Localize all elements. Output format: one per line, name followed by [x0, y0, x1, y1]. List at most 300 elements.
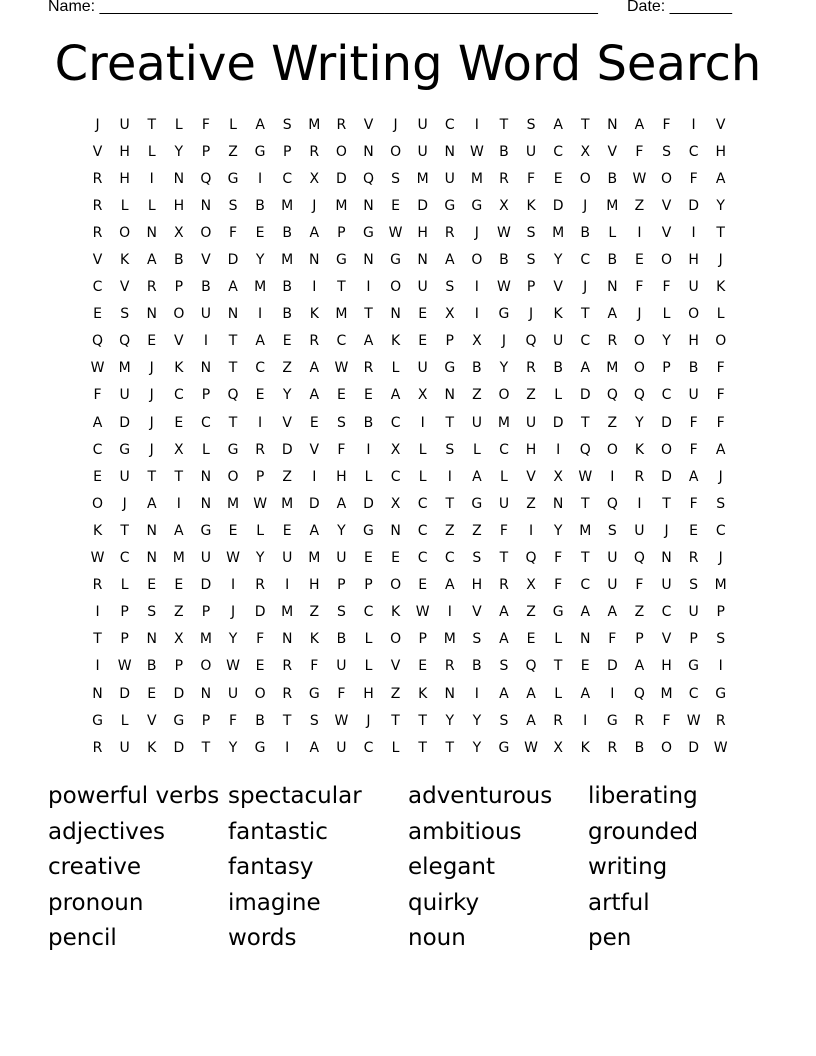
- grid-letter[interactable]: R: [499, 170, 509, 187]
- grid-letter[interactable]: T: [445, 495, 455, 512]
- grid-letter[interactable]: A: [580, 360, 591, 377]
- grid-letter[interactable]: D: [227, 252, 239, 269]
- grid-letter[interactable]: Y: [472, 712, 482, 729]
- grid-letter[interactable]: Y: [337, 522, 346, 539]
- grid-letter[interactable]: I: [258, 414, 263, 431]
- grid-letter[interactable]: R: [715, 712, 726, 729]
- grid-letter[interactable]: I: [610, 685, 615, 702]
- grid-letter[interactable]: U: [119, 116, 130, 133]
- grid-letter[interactable]: U: [688, 604, 699, 621]
- grid-letter[interactable]: I: [691, 224, 696, 241]
- grid-letter[interactable]: D: [173, 739, 185, 756]
- grid-letter[interactable]: U: [498, 495, 510, 512]
- grid-letter[interactable]: P: [174, 279, 184, 296]
- grid-letter[interactable]: U: [444, 170, 455, 187]
- grid-letter[interactable]: Q: [606, 495, 618, 512]
- grid-letter[interactable]: Z: [634, 604, 645, 621]
- grid-letter[interactable]: I: [474, 279, 479, 296]
- grid-letter[interactable]: Y: [228, 631, 238, 648]
- grid-letter[interactable]: P: [635, 631, 644, 648]
- grid-letter[interactable]: O: [633, 360, 645, 377]
- grid-letter[interactable]: P: [255, 468, 265, 485]
- grid-letter[interactable]: P: [418, 631, 427, 648]
- grid-letter[interactable]: B: [472, 360, 482, 377]
- grid-letter[interactable]: F: [201, 116, 210, 133]
- grid-letter[interactable]: I: [176, 495, 181, 512]
- grid-letter[interactable]: H: [525, 441, 537, 458]
- grid-letter[interactable]: N: [363, 252, 374, 269]
- grid-letter[interactable]: K: [92, 522, 103, 539]
- grid-letter[interactable]: T: [364, 306, 373, 323]
- grid-letter[interactable]: F: [689, 495, 698, 512]
- grid-letter[interactable]: G: [552, 604, 564, 621]
- grid-letter[interactable]: Q: [227, 387, 239, 404]
- grid-letter[interactable]: E: [391, 197, 400, 214]
- grid-letter[interactable]: I: [474, 306, 479, 323]
- grid-letter[interactable]: A: [146, 495, 157, 512]
- grid-letter[interactable]: R: [363, 360, 374, 377]
- grid-letter[interactable]: F: [228, 712, 238, 729]
- grid-letter[interactable]: S: [445, 441, 455, 458]
- grid-letter[interactable]: Z: [309, 604, 320, 621]
- grid-letter[interactable]: N: [552, 495, 564, 512]
- grid-letter[interactable]: J: [393, 116, 398, 133]
- grid-letter[interactable]: A: [255, 333, 265, 350]
- grid-letter[interactable]: U: [336, 739, 347, 756]
- grid-letter[interactable]: M: [606, 360, 619, 377]
- grid-letter[interactable]: U: [525, 414, 537, 431]
- grid-letter[interactable]: K: [580, 739, 590, 756]
- grid-letter[interactable]: R: [92, 224, 103, 241]
- grid-letter[interactable]: T: [228, 333, 238, 350]
- grid-letter[interactable]: O: [390, 279, 402, 296]
- grid-letter[interactable]: D: [579, 387, 591, 404]
- grid-letter[interactable]: L: [364, 468, 373, 485]
- grid-letter[interactable]: I: [366, 279, 371, 296]
- grid-letter[interactable]: I: [447, 604, 452, 621]
- grid-letter[interactable]: N: [146, 550, 157, 567]
- grid-letter[interactable]: T: [445, 739, 455, 756]
- grid-letter[interactable]: X: [526, 577, 536, 594]
- grid-letter[interactable]: A: [715, 441, 726, 458]
- grid-letter[interactable]: E: [391, 550, 400, 567]
- grid-letter[interactable]: Z: [282, 360, 292, 377]
- grid-letter[interactable]: R: [607, 333, 618, 350]
- grid-letter[interactable]: H: [471, 577, 483, 594]
- grid-letter[interactable]: Y: [553, 522, 563, 539]
- grid-letter[interactable]: R: [92, 577, 103, 594]
- grid-letter[interactable]: E: [282, 333, 292, 350]
- grid-letter[interactable]: T: [174, 468, 184, 485]
- grid-letter[interactable]: L: [418, 441, 427, 458]
- grid-letter[interactable]: T: [499, 116, 509, 133]
- grid-letter[interactable]: A: [634, 116, 645, 133]
- grid-letter[interactable]: M: [660, 685, 673, 702]
- grid-letter[interactable]: V: [92, 143, 103, 160]
- grid-letter[interactable]: Q: [633, 550, 645, 567]
- grid-letter[interactable]: Z: [607, 414, 618, 431]
- grid-letter[interactable]: Y: [716, 197, 725, 214]
- grid-letter[interactable]: M: [308, 116, 321, 133]
- grid-letter[interactable]: M: [254, 279, 267, 296]
- grid-letter[interactable]: E: [418, 577, 428, 594]
- grid-letter[interactable]: X: [444, 306, 455, 323]
- grid-letter[interactable]: X: [499, 197, 509, 214]
- grid-letter[interactable]: T: [282, 712, 292, 729]
- grid-letter[interactable]: M: [226, 495, 240, 512]
- grid-letter[interactable]: I: [203, 333, 208, 350]
- date-field[interactable]: Date: _______: [627, 0, 732, 15]
- grid-letter[interactable]: W: [713, 739, 728, 756]
- grid-letter[interactable]: N: [444, 685, 455, 702]
- grid-letter[interactable]: P: [120, 604, 129, 621]
- grid-letter[interactable]: Z: [390, 685, 401, 702]
- grid-letter[interactable]: K: [147, 739, 157, 756]
- grid-letter[interactable]: O: [471, 252, 483, 269]
- grid-letter[interactable]: F: [689, 414, 698, 431]
- grid-letter[interactable]: N: [146, 306, 157, 323]
- grid-letter[interactable]: G: [715, 685, 727, 702]
- grid-letter[interactable]: P: [201, 387, 211, 404]
- grid-letter[interactable]: J: [718, 550, 723, 567]
- grid-letter[interactable]: K: [309, 306, 319, 323]
- grid-letter[interactable]: R: [553, 712, 563, 729]
- grid-letter[interactable]: B: [363, 414, 374, 431]
- grid-letter[interactable]: L: [364, 658, 373, 675]
- grid-letter[interactable]: E: [147, 333, 157, 350]
- grid-letter[interactable]: F: [716, 360, 725, 377]
- grid-letter[interactable]: I: [637, 224, 642, 241]
- grid-letter[interactable]: Z: [282, 468, 292, 485]
- grid-letter[interactable]: V: [390, 658, 401, 675]
- grid-letter[interactable]: S: [472, 631, 482, 648]
- grid-letter[interactable]: C: [390, 468, 401, 485]
- grid-letter[interactable]: W: [469, 143, 484, 160]
- grid-letter[interactable]: J: [122, 495, 127, 512]
- grid-letter[interactable]: A: [174, 522, 184, 539]
- grid-letter[interactable]: E: [282, 522, 292, 539]
- grid-letter[interactable]: F: [554, 550, 563, 567]
- grid-letter[interactable]: V: [661, 224, 672, 241]
- grid-letter[interactable]: V: [472, 604, 482, 621]
- grid-letter[interactable]: R: [634, 712, 645, 729]
- grid-letter[interactable]: D: [281, 441, 293, 458]
- grid-letter[interactable]: P: [174, 658, 184, 675]
- grid-letter[interactable]: Q: [633, 387, 645, 404]
- grid-letter[interactable]: H: [363, 685, 374, 702]
- grid-letter[interactable]: B: [146, 658, 157, 675]
- grid-letter[interactable]: F: [662, 279, 671, 296]
- grid-letter[interactable]: T: [147, 116, 157, 133]
- grid-letter[interactable]: N: [309, 252, 320, 269]
- grid-letter[interactable]: U: [336, 658, 347, 675]
- grid-letter[interactable]: G: [606, 712, 618, 729]
- grid-letter[interactable]: O: [227, 468, 239, 485]
- grid-letter[interactable]: B: [472, 658, 482, 675]
- grid-letter[interactable]: R: [282, 658, 293, 675]
- grid-letter[interactable]: N: [363, 143, 374, 160]
- grid-letter[interactable]: U: [661, 577, 672, 594]
- grid-letter[interactable]: D: [200, 577, 212, 594]
- grid-letter[interactable]: T: [499, 550, 509, 567]
- grid-letter[interactable]: H: [309, 577, 320, 594]
- grid-letter[interactable]: T: [716, 224, 725, 241]
- grid-letter[interactable]: E: [418, 658, 428, 675]
- grid-letter[interactable]: B: [688, 360, 699, 377]
- grid-letter[interactable]: H: [173, 197, 185, 214]
- grid-letter[interactable]: V: [201, 252, 211, 269]
- grid-letter[interactable]: O: [661, 252, 673, 269]
- grid-letter[interactable]: P: [337, 577, 346, 594]
- grid-letter[interactable]: G: [173, 712, 185, 729]
- grid-letter[interactable]: T: [93, 631, 102, 648]
- grid-letter[interactable]: P: [337, 224, 346, 241]
- grid-letter[interactable]: T: [201, 739, 211, 756]
- grid-letter[interactable]: E: [364, 387, 373, 404]
- grid-letter[interactable]: P: [120, 631, 129, 648]
- grid-letter[interactable]: B: [282, 306, 292, 323]
- grid-letter[interactable]: R: [146, 279, 157, 296]
- grid-letter[interactable]: I: [95, 604, 100, 621]
- grid-letter[interactable]: F: [527, 170, 536, 187]
- grid-letter[interactable]: B: [255, 197, 265, 214]
- grid-letter[interactable]: D: [336, 170, 347, 187]
- grid-letter[interactable]: L: [147, 197, 156, 214]
- grid-letter[interactable]: F: [689, 441, 698, 458]
- grid-letter[interactable]: O: [173, 306, 185, 323]
- grid-letter[interactable]: I: [258, 170, 263, 187]
- grid-letter[interactable]: L: [554, 631, 563, 648]
- grid-letter[interactable]: Q: [633, 685, 645, 702]
- grid-letter[interactable]: S: [445, 279, 455, 296]
- grid-letter[interactable]: A: [309, 360, 320, 377]
- grid-letter[interactable]: F: [93, 387, 102, 404]
- grid-letter[interactable]: Q: [525, 658, 537, 675]
- grid-letter[interactable]: O: [661, 170, 673, 187]
- grid-letter[interactable]: G: [308, 685, 320, 702]
- grid-letter[interactable]: S: [499, 712, 509, 729]
- grid-letter[interactable]: A: [634, 658, 645, 675]
- grid-letter[interactable]: A: [499, 631, 509, 648]
- grid-letter[interactable]: A: [309, 522, 320, 539]
- grid-letter[interactable]: W: [334, 360, 349, 377]
- grid-letter[interactable]: V: [363, 116, 374, 133]
- grid-letter[interactable]: B: [201, 279, 211, 296]
- grid-letter[interactable]: U: [688, 387, 699, 404]
- grid-letter[interactable]: G: [444, 360, 456, 377]
- grid-letter[interactable]: J: [149, 360, 154, 377]
- grid-letter[interactable]: A: [607, 604, 618, 621]
- grid-letter[interactable]: U: [553, 333, 564, 350]
- grid-letter[interactable]: A: [309, 224, 320, 241]
- grid-letter[interactable]: Z: [526, 495, 536, 512]
- grid-letter[interactable]: A: [553, 116, 563, 133]
- grid-letter[interactable]: N: [200, 468, 212, 485]
- grid-letter[interactable]: O: [390, 143, 402, 160]
- grid-letter[interactable]: I: [556, 441, 561, 458]
- grid-letter[interactable]: N: [390, 306, 401, 323]
- grid-letter[interactable]: J: [230, 604, 236, 621]
- grid-letter[interactable]: W: [497, 224, 511, 241]
- grid-letter[interactable]: I: [528, 522, 534, 539]
- grid-letter[interactable]: C: [444, 116, 455, 133]
- grid-letter[interactable]: Y: [228, 739, 238, 756]
- grid-letter[interactable]: G: [227, 441, 239, 458]
- grid-letter[interactable]: T: [580, 414, 590, 431]
- grid-letter[interactable]: A: [526, 685, 536, 702]
- grid-letter[interactable]: W: [226, 658, 240, 675]
- grid-letter[interactable]: L: [500, 468, 508, 485]
- grid-letter[interactable]: M: [335, 197, 348, 214]
- grid-letter[interactable]: L: [554, 685, 563, 702]
- grid-letter[interactable]: Z: [526, 387, 536, 404]
- grid-letter[interactable]: B: [255, 712, 265, 729]
- grid-letter[interactable]: F: [608, 631, 617, 648]
- grid-letter[interactable]: E: [255, 387, 265, 404]
- grid-letter[interactable]: H: [119, 170, 130, 187]
- grid-letter[interactable]: B: [174, 252, 184, 269]
- grid-letter[interactable]: C: [417, 522, 428, 539]
- grid-letter[interactable]: J: [501, 333, 507, 350]
- grid-letter[interactable]: S: [391, 170, 401, 187]
- grid-letter[interactable]: J: [149, 441, 154, 458]
- grid-letter[interactable]: W: [578, 468, 593, 485]
- grid-letter[interactable]: H: [119, 143, 130, 160]
- grid-letter[interactable]: U: [119, 739, 130, 756]
- grid-letter[interactable]: T: [580, 306, 590, 323]
- grid-letter[interactable]: C: [444, 550, 455, 567]
- grid-letter[interactable]: I: [447, 468, 452, 485]
- grid-letter[interactable]: G: [471, 197, 483, 214]
- grid-letter[interactable]: I: [149, 170, 154, 187]
- grid-letter[interactable]: O: [335, 143, 347, 160]
- grid-letter[interactable]: R: [444, 658, 455, 675]
- grid-letter[interactable]: U: [634, 522, 645, 539]
- grid-letter[interactable]: E: [634, 252, 644, 269]
- grid-letter[interactable]: U: [525, 143, 537, 160]
- grid-letter[interactable]: J: [718, 252, 723, 269]
- grid-letter[interactable]: R: [634, 468, 645, 485]
- grid-letter[interactable]: A: [390, 387, 401, 404]
- grid-letter[interactable]: O: [606, 441, 618, 458]
- grid-letter[interactable]: N: [227, 306, 239, 323]
- grid-letter[interactable]: L: [147, 143, 156, 160]
- grid-letter[interactable]: K: [526, 197, 536, 214]
- grid-letter[interactable]: U: [607, 550, 618, 567]
- grid-letter[interactable]: J: [718, 468, 723, 485]
- grid-letter[interactable]: L: [418, 468, 427, 485]
- grid-letter[interactable]: T: [391, 712, 400, 729]
- grid-letter[interactable]: R: [526, 360, 536, 377]
- grid-letter[interactable]: P: [364, 577, 373, 594]
- grid-letter[interactable]: W: [415, 604, 430, 621]
- grid-letter[interactable]: K: [418, 685, 428, 702]
- grid-letter[interactable]: T: [147, 468, 157, 485]
- grid-letter[interactable]: T: [337, 279, 346, 296]
- grid-letter[interactable]: O: [661, 441, 673, 458]
- grid-letter[interactable]: A: [444, 577, 455, 594]
- grid-letter[interactable]: K: [553, 306, 563, 323]
- grid-letter[interactable]: S: [228, 197, 238, 214]
- grid-letter[interactable]: N: [200, 197, 212, 214]
- grid-letter[interactable]: G: [363, 224, 374, 241]
- grid-letter[interactable]: Z: [472, 522, 482, 539]
- grid-letter[interactable]: K: [390, 604, 401, 621]
- grid-letter[interactable]: P: [201, 604, 211, 621]
- grid-letter[interactable]: E: [147, 577, 157, 594]
- grid-letter[interactable]: M: [443, 631, 456, 648]
- grid-letter[interactable]: S: [336, 414, 346, 431]
- grid-letter[interactable]: N: [607, 279, 618, 296]
- grid-letter[interactable]: A: [309, 387, 320, 404]
- grid-letter[interactable]: M: [172, 550, 185, 567]
- grid-letter[interactable]: R: [444, 224, 455, 241]
- grid-letter[interactable]: C: [688, 143, 699, 160]
- grid-letter[interactable]: N: [281, 631, 293, 648]
- grid-letter[interactable]: M: [281, 604, 294, 621]
- grid-letter[interactable]: F: [662, 116, 671, 133]
- grid-letter[interactable]: I: [285, 739, 290, 756]
- grid-letter[interactable]: Y: [255, 252, 265, 269]
- grid-letter[interactable]: T: [228, 360, 238, 377]
- grid-letter[interactable]: Q: [525, 333, 537, 350]
- grid-letter[interactable]: K: [309, 631, 319, 648]
- grid-letter[interactable]: E: [336, 387, 346, 404]
- grid-letter[interactable]: V: [661, 631, 672, 648]
- grid-letter[interactable]: A: [309, 739, 320, 756]
- grid-letter[interactable]: E: [526, 631, 536, 648]
- grid-letter[interactable]: N: [607, 116, 618, 133]
- grid-letter[interactable]: S: [282, 116, 292, 133]
- grid-letter[interactable]: G: [498, 306, 510, 323]
- grid-letter[interactable]: M: [118, 360, 131, 377]
- grid-letter[interactable]: D: [688, 197, 699, 214]
- grid-letter[interactable]: R: [92, 170, 103, 187]
- grid-letter[interactable]: I: [312, 468, 317, 485]
- grid-letter[interactable]: E: [93, 306, 102, 323]
- grid-letter[interactable]: E: [174, 414, 184, 431]
- grid-letter[interactable]: S: [309, 712, 319, 729]
- grid-letter[interactable]: A: [715, 170, 726, 187]
- grid-letter[interactable]: U: [607, 577, 618, 594]
- grid-letter[interactable]: C: [661, 387, 672, 404]
- grid-letter[interactable]: C: [173, 387, 184, 404]
- grid-letter[interactable]: X: [417, 387, 428, 404]
- grid-letter[interactable]: I: [474, 116, 479, 133]
- grid-letter[interactable]: W: [117, 658, 132, 675]
- grid-letter[interactable]: R: [255, 577, 265, 594]
- grid-letter[interactable]: C: [417, 495, 428, 512]
- grid-letter[interactable]: I: [583, 712, 588, 729]
- grid-letter[interactable]: O: [498, 387, 510, 404]
- grid-letter[interactable]: U: [417, 279, 428, 296]
- grid-letter[interactable]: W: [632, 170, 647, 187]
- grid-letter[interactable]: H: [715, 143, 726, 160]
- grid-letter[interactable]: R: [309, 333, 320, 350]
- grid-letter[interactable]: A: [607, 306, 618, 323]
- grid-letter[interactable]: X: [309, 170, 320, 187]
- grid-letter[interactable]: I: [637, 495, 642, 512]
- grid-letter[interactable]: D: [308, 495, 320, 512]
- grid-letter[interactable]: S: [526, 116, 536, 133]
- grid-letter[interactable]: Q: [92, 333, 104, 350]
- grid-letter[interactable]: R: [336, 116, 347, 133]
- grid-letter[interactable]: B: [634, 739, 645, 756]
- grid-letter[interactable]: C: [580, 252, 591, 269]
- grid-letter[interactable]: F: [635, 577, 644, 594]
- grid-letter[interactable]: N: [200, 495, 212, 512]
- grid-letter[interactable]: M: [281, 197, 294, 214]
